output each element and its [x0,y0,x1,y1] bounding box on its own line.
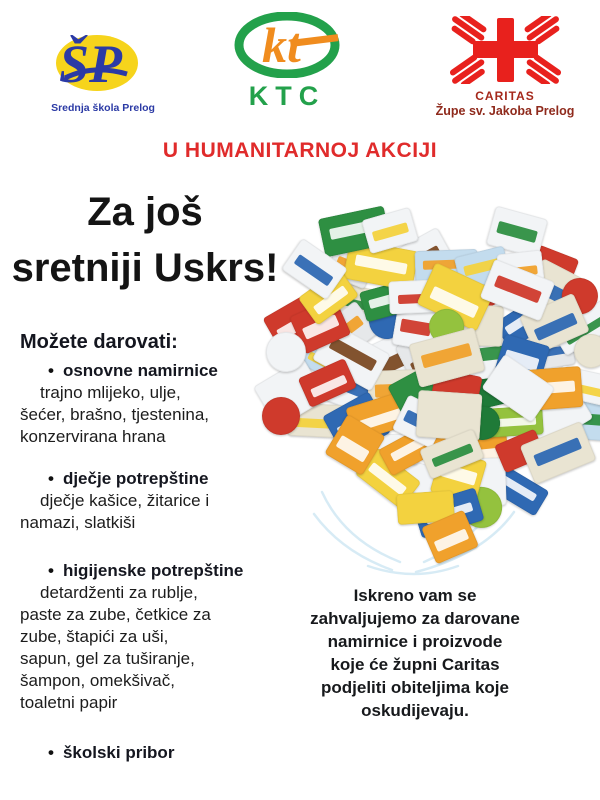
donate-item-desc: detardženti za rublje, paste za zube, četkice za zube, štapići za uši, sapun, gel za tuširanje, šampon, omekšivač, toaletni papir [20,583,211,712]
poster-title-line1: Za još [87,190,203,234]
school-logo-caption: Srednja škola Prelog [51,102,155,114]
donate-item-basic-food [20,360,272,448]
donate-section [20,330,272,764]
package-label [434,528,469,552]
package-label [371,222,409,241]
bullet-icon: • [48,361,54,380]
thanks-line: zahvaljujemo za darovane [310,609,520,628]
food-package [574,334,600,369]
thanks-line: Iskreno vam se [353,586,477,605]
package-label [497,221,538,243]
package-label [533,437,582,466]
food-heart-collage [279,216,597,572]
package-label [431,443,473,467]
school-logo [36,26,170,114]
package-label [421,343,473,369]
donate-item-desc: trajno mlijeko, ulje, šećer, brašno, tjestenina, konzervirana hrana [20,383,210,446]
donate-item-title [20,360,272,382]
donate-heading: Možete darovati: [20,331,178,353]
caritas-logo-subtitle: Župe sv. Jakoba Prelog [435,104,575,118]
package-label [294,254,333,286]
donate-item-hygiene [20,560,272,714]
donate-item-title-text: higijenske potrepštine [62,561,244,580]
donate-item-school [20,742,272,764]
poster-title-line2: sretniji Uskrs! [11,246,279,290]
package-label [355,253,408,274]
poster-title [0,184,290,296]
bullet-icon: • [48,469,54,488]
ktc-logo [226,12,348,112]
package-label [493,275,542,304]
school-logo-icon [43,26,163,96]
thanks-line: namirnice i proizvode [327,632,503,651]
campaign-heading: U HUMANITARNOJ AKCIJI [162,139,438,162]
donate-item-desc: dječje kašice, žitarice i namazi, slatkiši [20,491,210,532]
thanks-line: podjeliti obiteljima koje [321,678,509,697]
thanks-line: koje će župni Caritas [330,655,500,674]
caritas-logo [426,16,584,118]
donate-item-children [20,468,272,534]
package-label [335,435,369,463]
donate-item-title [20,560,272,582]
bullet-icon: • [48,561,54,580]
donate-item-title-text: osnovne namirnice [62,361,218,380]
svg-text:ŠP: ŠP [59,34,123,94]
thanks-line: oskudijevaju. [361,701,469,720]
donate-item-title-text: dječje potrepštine [62,469,209,488]
donate-item-title [20,742,272,764]
thanks-text [292,584,538,722]
svg-text:kt: kt [262,17,301,73]
donate-item-title [20,468,272,490]
ktc-logo-icon [232,12,342,78]
bullet-icon: • [48,743,54,762]
caritas-logo-name: CARITAS [475,89,535,103]
caritas-cross-icon [444,16,566,84]
ktc-logo-label: KTC [248,81,326,111]
donate-item-title-text: školski pribor [62,743,175,762]
package-label [400,318,432,336]
